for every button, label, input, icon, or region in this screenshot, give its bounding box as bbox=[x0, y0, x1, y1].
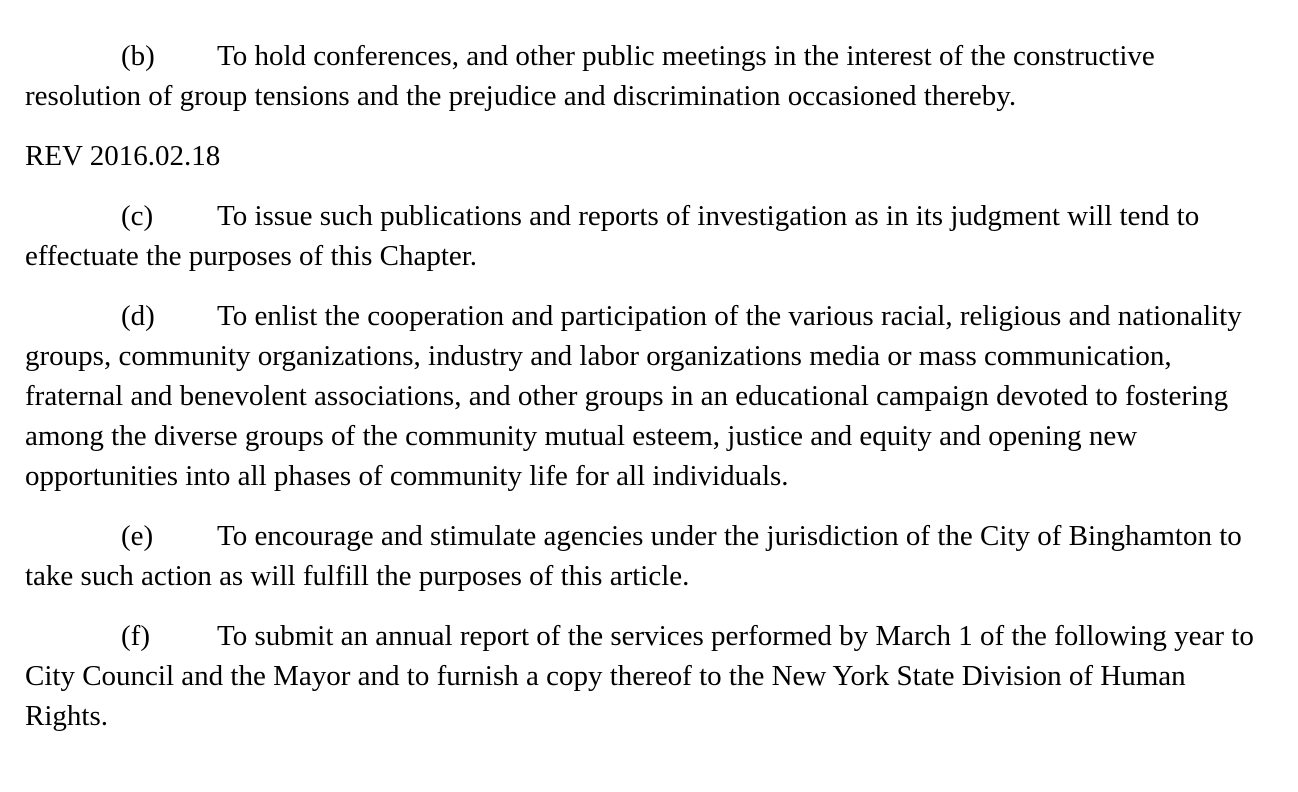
paragraph-label: (f) bbox=[121, 620, 150, 652]
paragraph-e bbox=[25, 516, 1275, 596]
paragraph-c bbox=[25, 196, 1275, 276]
paragraph-text: To hold conferences, and other public meetings in the interest of the constructive resolution of group tensions and the prejudice and discrimination occasioned thereby. bbox=[25, 40, 1155, 112]
paragraph-label: (d) bbox=[121, 300, 155, 332]
paragraph-d bbox=[25, 296, 1275, 496]
document-page bbox=[25, 36, 1275, 756]
paragraph-text: To issue such publications and reports of investigation as in its judgment will tend to effectuate the purposes of this Chapter. bbox=[25, 200, 1200, 272]
paragraph-label: (e) bbox=[121, 520, 154, 552]
paragraph-text: To submit an annual report of the services performed by March 1 of the following year to City Council and the Mayor and to furnish a copy thereof to the New York State Division of Human Rights. bbox=[25, 620, 1254, 732]
paragraph-label: (b) bbox=[121, 40, 155, 72]
paragraph-label: (c) bbox=[121, 200, 154, 232]
revision-stamp: REV 2016.02.18 bbox=[25, 140, 221, 172]
paragraph-f bbox=[25, 616, 1275, 736]
paragraph-text: To enlist the cooperation and participation of the various racial, religious and nationality groups, community organizations, industry and labor organizations media or mass communication, fraternal and benevolent associations, and other groups in an educational campaign devoted to fostering among the diverse groups of the community mutual esteem, justice and equity and opening new opportunities into all phases of community life for all individuals. bbox=[25, 300, 1242, 492]
paragraph-text: To encourage and stimulate agencies under the jurisdiction of the City of Binghamton to take such action as will fulfill the purposes of this article. bbox=[25, 520, 1242, 592]
paragraph-b bbox=[25, 36, 1275, 116]
